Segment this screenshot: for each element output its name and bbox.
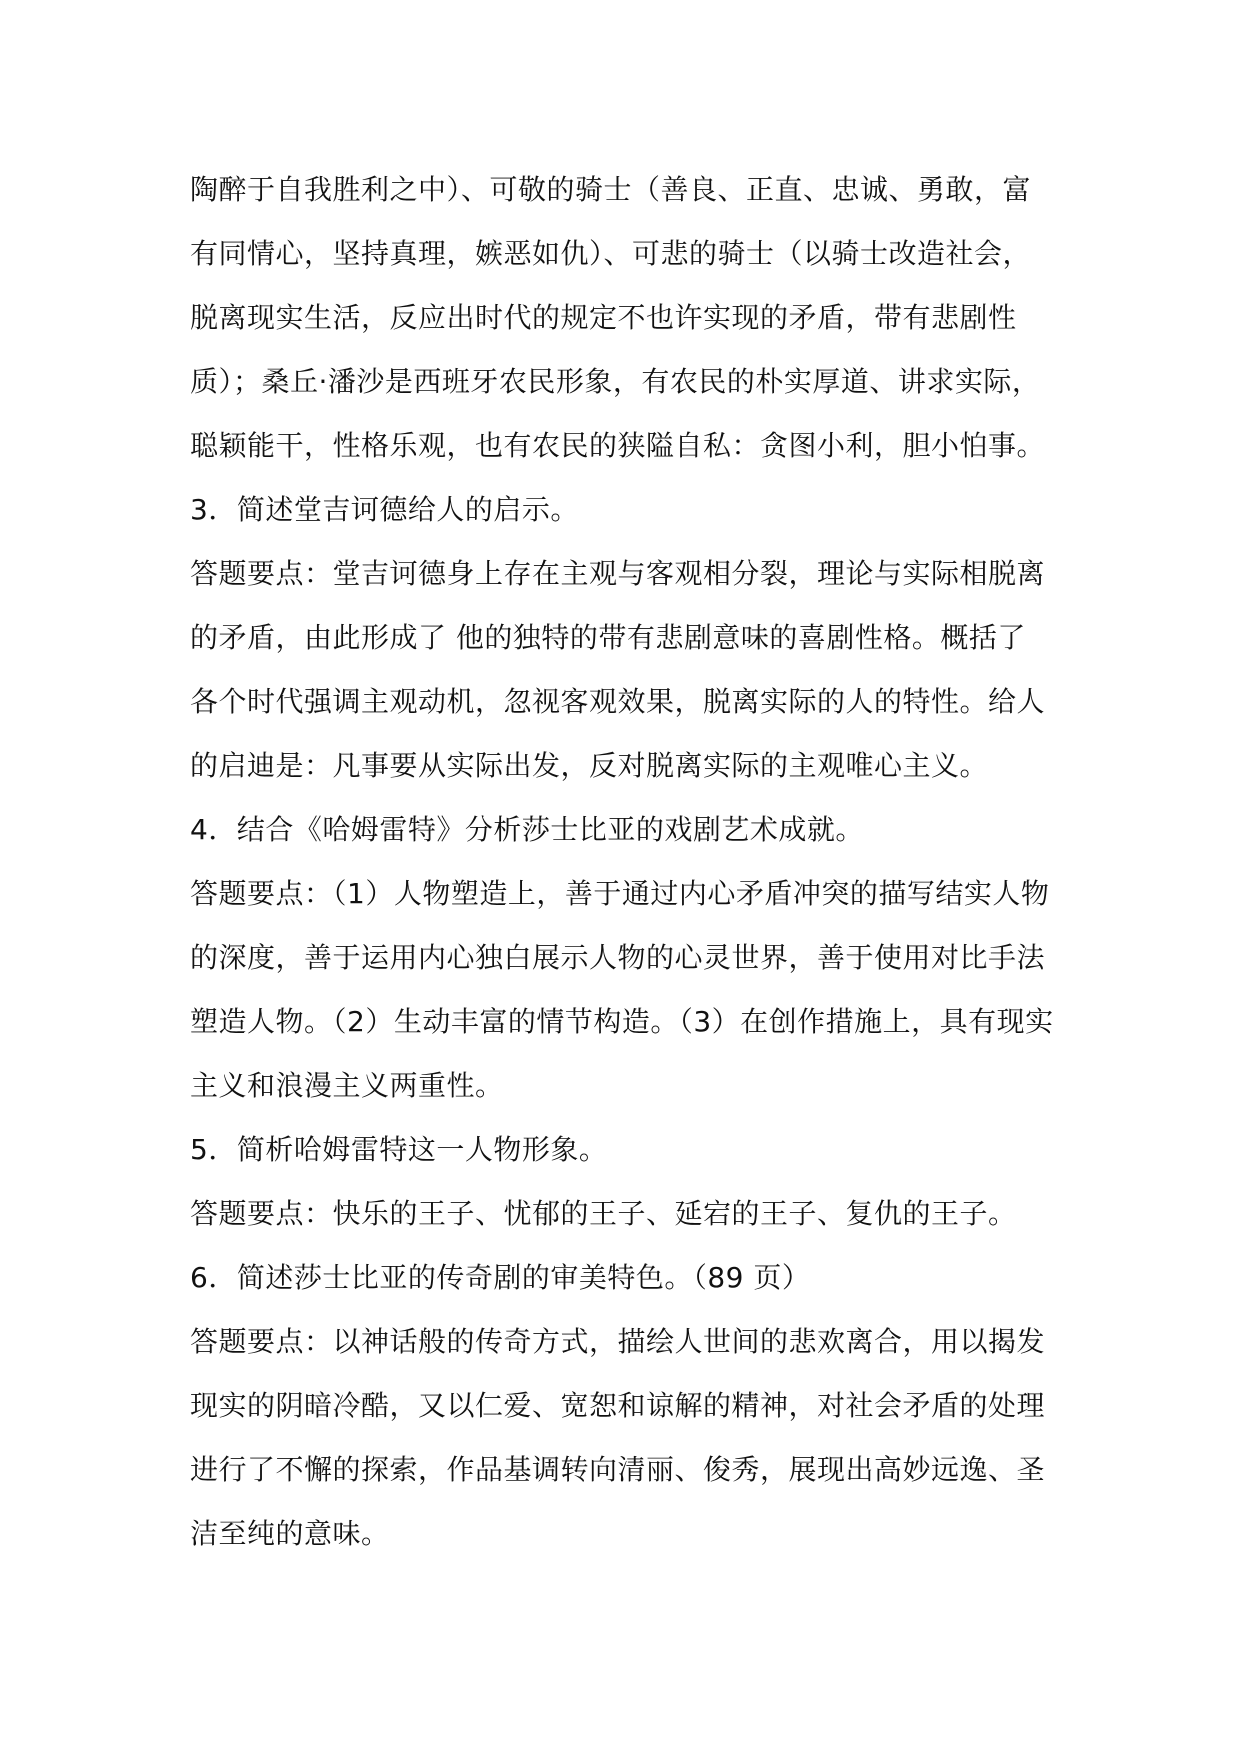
answer-text: 答题要点：（1）人物塑造上，善于通过内心矛盾冲突的描写结实人物 xyxy=(190,877,1050,910)
answer-text: 进行了不懈的探索，作品基调转向清丽、俊秀，展现出高妙远逸、圣 xyxy=(190,1453,1046,1486)
answer-text: 洁至纯的意味。 xyxy=(190,1517,390,1550)
text-line: 聪颖能干，性格乐观，也有农民的狭隘自私：贪图小利，胆小怕事。 xyxy=(190,429,1046,462)
answer-text: 塑造人物。（2）生动丰富的情节构造。（3）在创作措施上，具有现实 xyxy=(190,1005,1054,1038)
question-heading: 3．简述堂吉诃德给人的启示。 xyxy=(190,493,579,526)
document-body xyxy=(190,158,1060,1566)
answer-text: 的矛盾，由此形成了 他的独特的带有悲剧意味的喜剧性格。概括了 xyxy=(190,621,1026,654)
question-heading: 5．简析哈姆雷特这一人物形象。 xyxy=(190,1133,608,1166)
answer-text: 答题要点：快乐的王子、忧郁的王子、延宕的王子、复仇的王子。 xyxy=(190,1197,1017,1230)
question-heading: 4．结合《哈姆雷特》分析莎士比亚的戏剧艺术成就。 xyxy=(190,813,864,846)
text-line: 陶醉于自我胜利之中）、可敬的骑士（善良、正直、忠诚、勇敢，富 xyxy=(190,173,1032,206)
answer-text: 各个时代强调主观动机，忽视客观效果，脱离实际的人的特性。给人 xyxy=(190,685,1046,718)
answer-text: 主义和浪漫主义两重性。 xyxy=(190,1069,504,1102)
text-line: 有同情心，坚持真理，嫉恶如仇）、可悲的骑士（以骑士改造社会， xyxy=(190,237,1032,270)
answer-text: 现实的阴暗冷酷，又以仁爱、宽恕和谅解的精神，对社会矛盾的处理 xyxy=(190,1389,1046,1422)
answer-text: 的启迪是：凡事要从实际出发，反对脱离实际的主观唯心主义。 xyxy=(190,749,989,782)
question-heading: 6．简述莎士比亚的传奇剧的审美特色。（89 页） xyxy=(190,1261,811,1294)
answer-text: 答题要点：以神话般的传奇方式，描绘人世间的悲欢离合，用以揭发 xyxy=(190,1325,1046,1358)
answer-text: 答题要点：堂吉诃德身上存在主观与客观相分裂，理论与实际相脱离 xyxy=(190,557,1046,590)
text-line: 质）；桑丘·潘沙是西班牙农民形象，有农民的朴实厚道、讲求实际， xyxy=(190,365,1041,398)
text-line: 脱离现实生活，反应出时代的规定不也许实现的矛盾，带有悲剧性 xyxy=(190,301,1017,334)
answer-text: 的深度，善于运用内心独白展示人物的心灵世界，善于使用对比手法 xyxy=(190,941,1046,974)
